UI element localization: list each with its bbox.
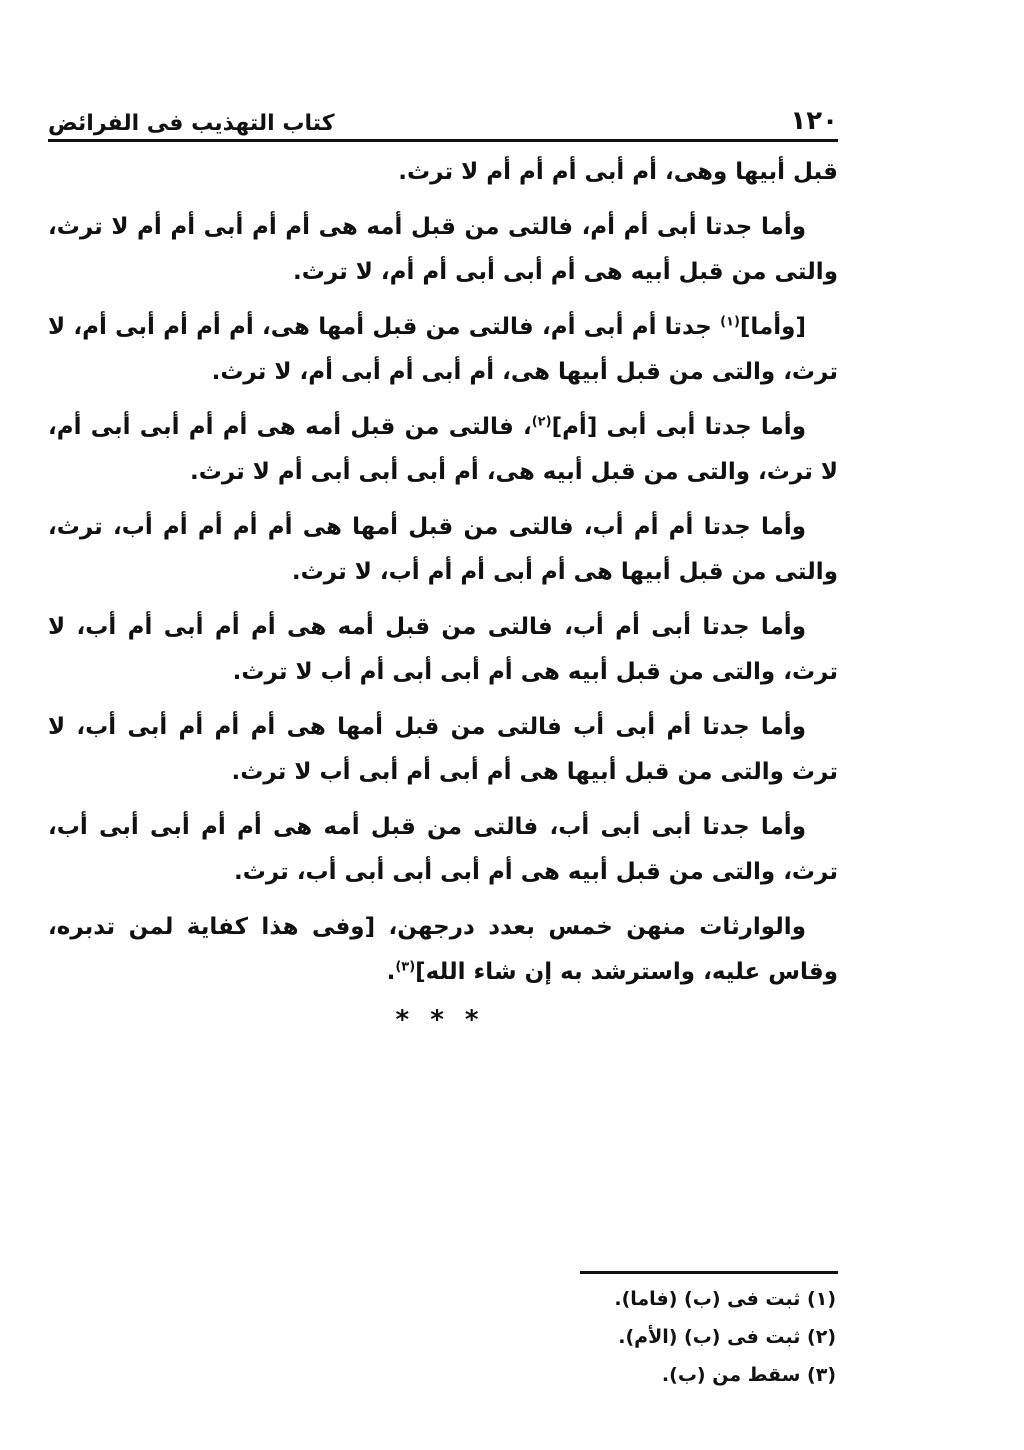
- footnote-3: (٣) سقط من (ب).: [661, 1364, 836, 1386]
- paragraph-7: وأما جدتا أم أبى أب فالتى من قبل أمها هى أم أم أم أبى أب، لا ترث والتى من قبل أبيها هى أم أبى أم أبى أب لا ترث.: [48, 714, 838, 785]
- page-header: [48, 92, 838, 136]
- paragraph-2: وأما جدتا أبى أم أم، فالتى من قبل أمه هى أم أم أبى أم أم لا ترث، والتى من قبل أبيه هى أم أبى أبى أم أم، لا ترث.: [48, 214, 838, 285]
- book-title: كتاب التهذيب فى الفرائض: [48, 111, 335, 136]
- paragraph-9: والوارثات منهن خمس بعدد درجهن، [وفى هذا كفاية لمن تدبره، وقاس عليه، واسترشد به إن شاء الله]$^{(٣)}$.: [48, 914, 838, 985]
- footnote-1: (١) ثبت فى (ب) (فاما).: [614, 1288, 836, 1310]
- page-number: ١٢٠: [790, 106, 838, 136]
- header-rule: [48, 139, 838, 142]
- footnote-ref-2: (٢): [531, 414, 552, 430]
- footnote-ref-3: (٣): [395, 959, 416, 975]
- body-text: [48, 150, 838, 1005]
- footnote-ref-1: (١): [720, 314, 740, 330]
- section-separator: * * *: [395, 1005, 485, 1035]
- footnotes: [48, 1280, 836, 1394]
- footnote-2: (٢) ثبت فى (ب) (الأم).: [618, 1326, 836, 1348]
- paragraph-3: [وأما]$^{(١)}$ جدتا أم أبى أم، فالتى من قبل أمها هى، أم أم أم أبى أم، لا ترث، والتى من قبل أبيها هى، أم أبى أم أبى أم، لا ترث.: [48, 314, 838, 385]
- paragraph-5: وأما جدتا أم أم أب، فالتى من قبل أمها هى أم أم أم أم أب، ترث، والتى من قبل أبيها هى أم أبى أم أم أب، لا ترث.: [48, 514, 838, 585]
- footnote-rule: [580, 1271, 838, 1274]
- paragraph-6: وأما جدتا أبى أم أب، فالتى من قبل أمه هى أم أم أبى أم أب، لا ترث، والتى من قبل أبيه هى أم أبى أبى أم أب لا ترث.: [48, 614, 838, 685]
- paragraph-8: وأما جدتا أبى أبى أب، فالتى من قبل أمه هى أم أم أبى أبى أب، ترث، والتى من قبل أبيه هى أم أبى أبى أبى أب، ترث.: [48, 814, 838, 885]
- paragraph-4: وأما جدتا أبى أبى [أم]$^{(٢)}$، فالتى من قبل أمه هى أم أم أبى أبى أم، لا ترث، والتى من قبل أبيه هى، أم أبى أبى أبى أم لا ترث.: [48, 414, 838, 485]
- paragraph-1: قبل أبيها وهى، أم أبى أم أم أم لا ترث.: [398, 159, 838, 185]
